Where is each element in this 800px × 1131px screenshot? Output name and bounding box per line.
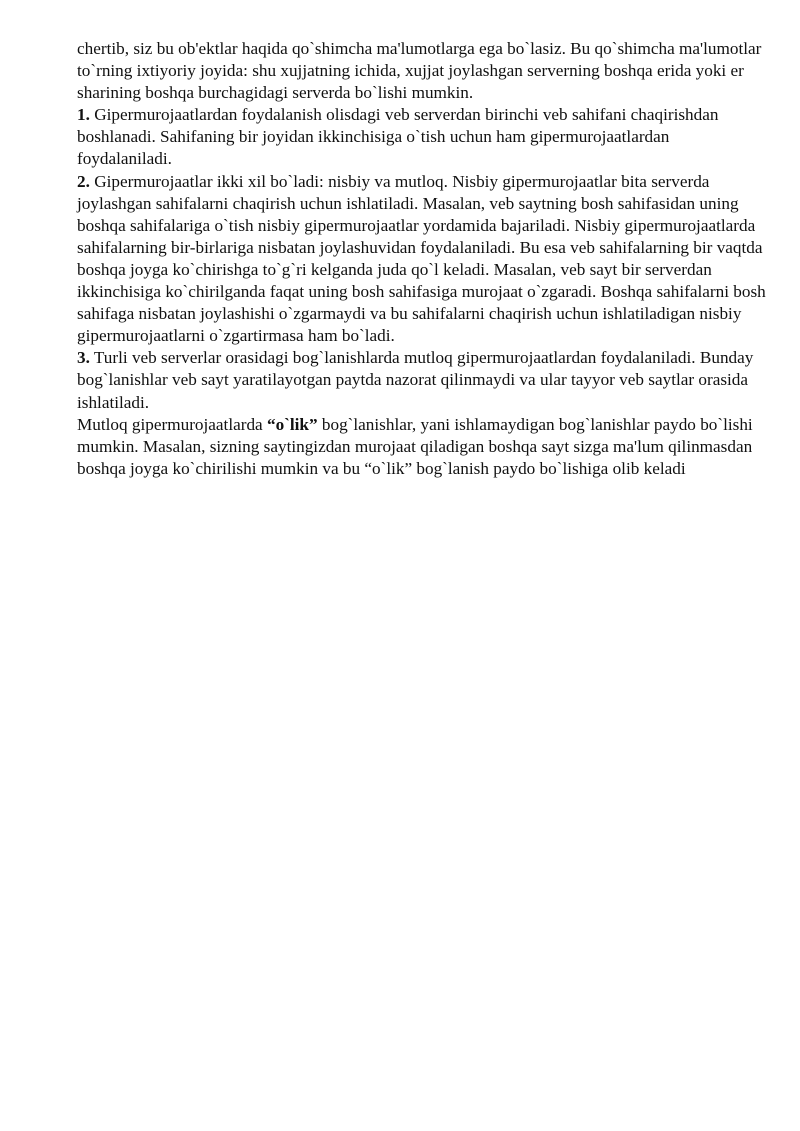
list-item-2 bbox=[77, 171, 767, 348]
item-text: Gipermurojaatlardan foydalanish olisdagi veb serverdan birinchi veb sahifani chaqirishdan boshlanadi. Sahifaning bir joyidan ikkinchisiga o`tish uchun ham gipermurojaatlardan foydalaniladi. bbox=[77, 105, 719, 169]
closing-text-end: bog`lanishlar, yani ishlamaydigan bog`lanishlar paydo bo`lishi mumkin. Masalan, sizning saytingizdan murojaat qiladigan boshqa sayt sizga ma'lum qilinmasdan boshqa joyga ko`chirilishi mumkin va bu “o`lik” bog`lanish paydo bo`lishiga olib keladi bbox=[77, 414, 753, 478]
closing-text-start: Mutloq gipermurojaatlarda bbox=[77, 414, 267, 434]
list-item-1 bbox=[77, 104, 767, 170]
item-text: Gipermurojaatlar ikki xil bo`ladi: nisbiy va mutloq. Nisbiy gipermurojaatlar bita serverda joylashgan sahifalarni chaqirish uchun ishlatiladi. Masalan, veb saytning bosh sahifasidan uning boshqa sahifalariga o`tish nisbiy gipermurojaatlar yordamida bajariladi. Nisbiy gipermurojaatlarda sahifalarning bir-birlariga nisbatan joylashuvidan foydalaniladi. Bu esa veb sahifalarning bir vaqtda boshqa joyga ko`chirishga to`g`ri kelganda juda qo`l keladi. Masalan, veb sayt bir serverdan ikkinchisiga ko`chirilganda faqat uning bosh sahifasiga murojaat o`zgaradi. Boshqa sahifalarni bosh sahifaga nisbatan joylashishi o`zgarmaydi va bu sahifalarni chaqirish uchun ishlatiladigan nisbiy gipermurojaatlarni o`zgartirmasa ham bo`ladi. bbox=[77, 171, 766, 346]
item-number: 1. bbox=[77, 105, 90, 125]
document-page bbox=[77, 38, 767, 480]
item-number: 3. bbox=[77, 348, 90, 368]
intro-paragraph: chertib, siz bu ob'ektlar haqida qo`shimcha ma'lumotlarga ega bo`lasiz. Bu qo`shimcha ma'lumotlar to`rning ixtiyoriy joyida: shu xujjatning ichida, xujjat joylashgan serverning boshqa erida yoki er sharining boshqa burchagidagi serverda bo`lishi mumkin. bbox=[77, 39, 762, 103]
item-number: 2. bbox=[77, 171, 90, 191]
dead-link-term: “o`lik” bbox=[266, 414, 318, 434]
closing-paragraph bbox=[77, 414, 767, 480]
list-item-3 bbox=[77, 347, 767, 413]
item-text: Turli veb serverlar orasidagi bog`lanishlarda mutloq gipermurojaatlardan foydalaniladi. Bunday bog`lanishlar veb sayt yaratilayotgan paytda nazorat qilinmaydi va ular tayyor veb saytlar orasida ishlatiladi. bbox=[77, 348, 754, 412]
